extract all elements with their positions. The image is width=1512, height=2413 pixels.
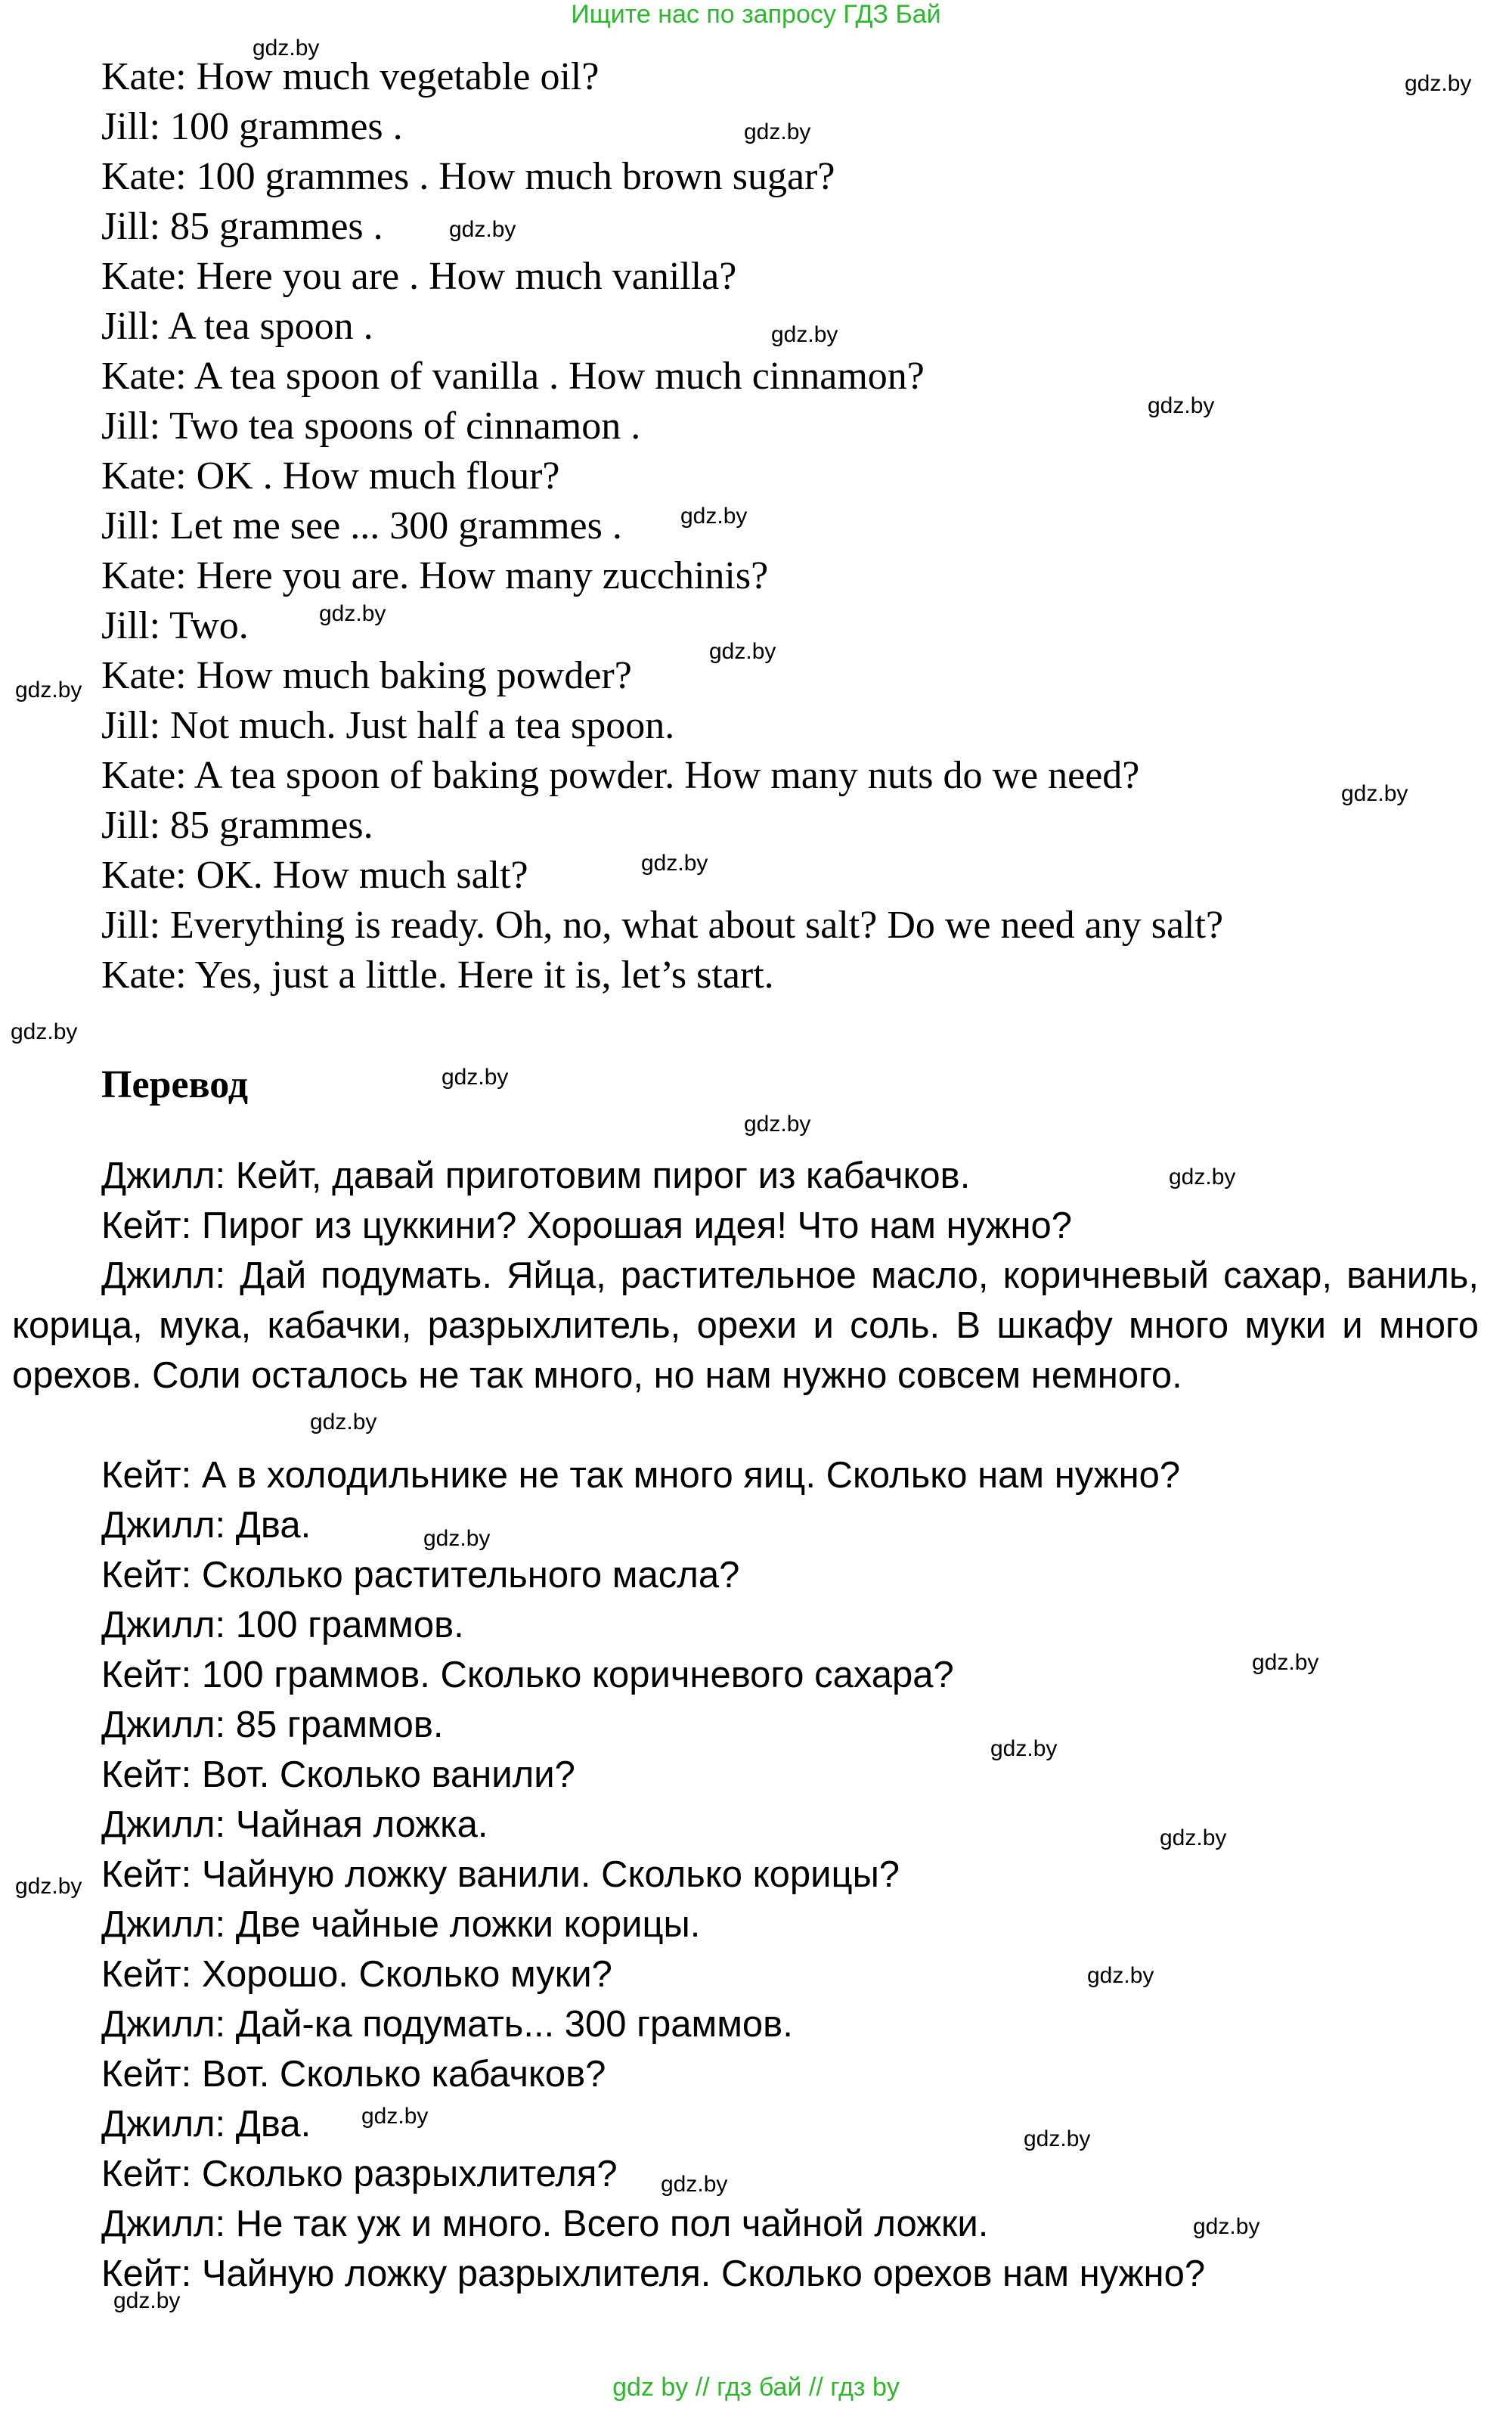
watermark: gdz.by: [771, 322, 838, 347]
dialogue-line-en: Kate: Yes, just a little. Here it is, let’s start.: [101, 954, 774, 997]
translation-line: Джилл: Не так уж и много. Всего пол чайной ложки.: [101, 2204, 989, 2244]
watermark: gdz.by: [661, 2172, 728, 2197]
watermark: gdz.by: [11, 1019, 78, 1044]
translation-line: Кейт: 100 граммов. Сколько коричневого сахара?: [101, 1655, 954, 1695]
dialogue-line-en: Kate: A tea spoon of baking powder. How many nuts do we need?: [101, 754, 1140, 797]
dialogue-line-en: Kate: Here you are. How many zucchinis?: [101, 554, 769, 597]
translation-line: Кейт: Сколько разрыхлителя?: [101, 2154, 618, 2194]
watermark: gdz.by: [1341, 781, 1408, 806]
dialogue-line-en: Jill: Two tea spoons of cinnamon .: [101, 405, 641, 448]
watermark: gdz.by: [709, 639, 776, 664]
translation-paragraph: Джилл: Дай подумать. Яйца, растительное масло, коричневый сахар, ваниль, корица, мука, кабачки, разрыхлитель, орехи и соль. В шкафу много муки и много орехов. Соли осталось не так много, но нам нужно совсем немного.: [12, 1255, 1479, 1396]
dialogue-line-en: Kate: OK. How much salt?: [101, 854, 528, 897]
dialogue-line-en: Jill: 85 grammes.: [101, 804, 373, 847]
translation-line: Кейт: Пирог из цуккини? Хорошая идея! Что нам нужно?: [101, 1205, 1073, 1246]
watermark: gdz.by: [442, 1065, 509, 1090]
watermark: gdz.by: [1405, 71, 1472, 96]
watermark: gdz.by: [319, 601, 386, 626]
watermark: gdz.by: [990, 1736, 1058, 1761]
translation-line: Джилл: Чайная ложка.: [101, 1804, 488, 1845]
dialogue-line-en: Kate: How much baking powder?: [101, 654, 632, 697]
translation-line: Джилл: Дай-ка подумать... 300 граммов.: [101, 2004, 793, 2045]
translation-line: Кейт: Сколько растительного масла?: [101, 1555, 740, 1596]
dialogue-line-en: Jill: Not much. Just half a tea spoon.: [101, 704, 675, 747]
watermark: gdz.by: [1148, 393, 1215, 418]
watermark: gdz.by: [744, 119, 811, 144]
dialogue-line-en: Jill: 100 grammes .: [101, 105, 403, 148]
translation-heading: Перевод: [101, 1063, 249, 1106]
watermark: gdz.by: [253, 36, 320, 60]
translation-line: Кейт: Вот. Сколько ванили?: [101, 1754, 575, 1795]
watermark: gdz.by: [15, 678, 82, 702]
dialogue-line-en: Kate: OK . How much flour?: [101, 454, 560, 498]
watermark: gdz.by: [641, 851, 708, 876]
dialogue-line-en: Kate: Here you are . How much vanilla?: [101, 255, 737, 298]
translation-line: Джилл: Два.: [101, 1505, 311, 1546]
translation-line: Джилл: Кейт, давай приготовим пирог из кабачков.: [101, 1155, 971, 1196]
watermark: gdz.by: [1169, 1165, 1236, 1189]
translation-line: Джилл: 100 граммов.: [101, 1605, 464, 1645]
watermark: gdz.by: [310, 1410, 377, 1434]
watermark: gdz.by: [1024, 2126, 1091, 2151]
watermark: gdz.by: [361, 2104, 429, 2129]
dialogue-line-en: Jill: Everything is ready. Oh, no, what about salt? Do we need any salt?: [101, 904, 1224, 947]
watermark: gdz.by: [15, 1874, 82, 1899]
watermark: gdz.by: [423, 1526, 491, 1551]
translation-line: Кейт: А в холодильнике не так много яиц. Сколько нам нужно?: [101, 1455, 1181, 1496]
watermark: gdz.by: [1087, 1963, 1154, 1988]
bottom-banner[interactable]: gdz by // гдз бай // гдз by: [612, 2373, 900, 2402]
dialogue-line-en: Jill: Let me see ... 300 grammes .: [101, 504, 622, 547]
watermark: gdz.by: [680, 504, 748, 529]
watermark: gdz.by: [744, 1112, 811, 1137]
watermark: gdz.by: [1252, 1650, 1319, 1675]
dialogue-line-en: Jill: Two.: [101, 604, 249, 647]
translation-line: Джилл: 85 граммов.: [101, 1704, 444, 1745]
watermark: gdz.by: [113, 2288, 181, 2313]
translation-line: Джилл: Два.: [101, 2104, 311, 2145]
watermark: gdz.by: [449, 217, 516, 242]
dialogue-line-en: Kate: How much vegetable oil?: [101, 55, 600, 98]
translation-line: Джилл: Две чайные ложки корицы.: [101, 1904, 701, 1945]
translation-line: Кейт: Чайную ложку разрыхлителя. Сколько орехов нам нужно?: [101, 2253, 1206, 2294]
dialogue-line-en: Jill: 85 grammes .: [101, 205, 383, 248]
dialogue-line-en: Jill: A tea spoon .: [101, 305, 373, 348]
translation-line: Кейт: Чайную ложку ванили. Сколько корицы?: [101, 1854, 900, 1895]
translation-line: Кейт: Вот. Сколько кабачков?: [101, 2054, 606, 2095]
dialogue-line-en: Kate: 100 grammes . How much brown sugar?: [101, 155, 835, 198]
watermark: gdz.by: [1193, 2214, 1260, 2239]
top-banner[interactable]: Ищите нас по запросу ГДЗ Бай: [571, 0, 941, 29]
watermark: gdz.by: [1160, 1825, 1227, 1850]
translation-line: Кейт: Хорошо. Сколько муки?: [101, 1954, 612, 1995]
dialogue-line-en: Kate: A tea spoon of vanilla . How much cinnamon?: [101, 355, 925, 398]
